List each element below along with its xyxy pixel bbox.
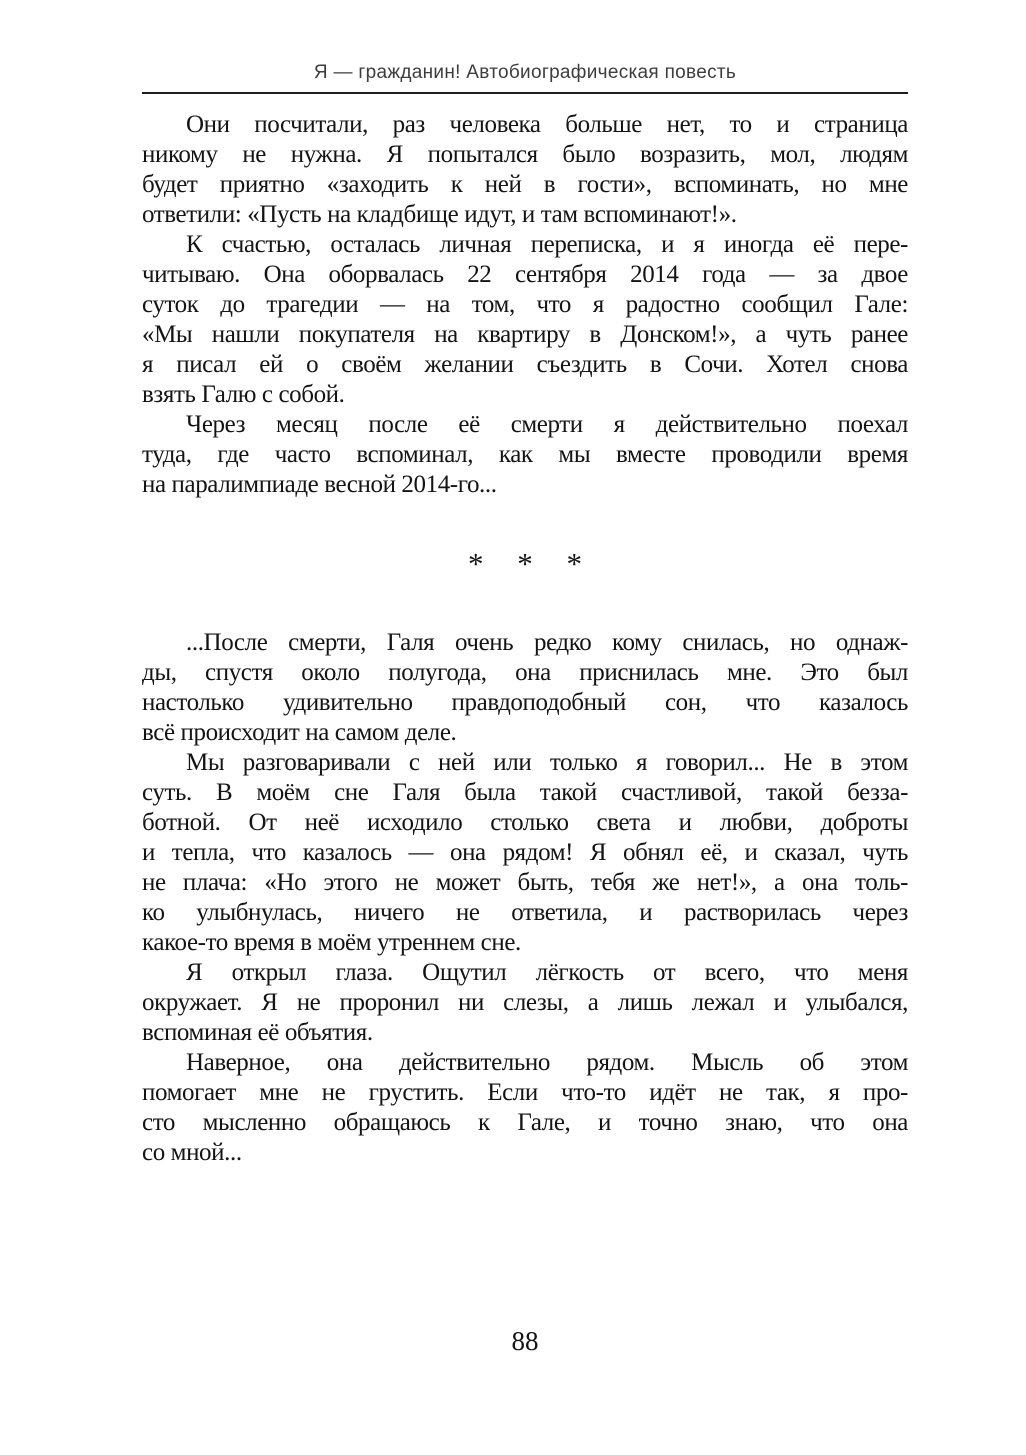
text-line: помогает мне не грустить. Если что-то идёт не так, я про- <box>142 1079 908 1106</box>
text-block <box>142 110 908 1168</box>
text-line: читываю. Она оборвалась 22 сентября 2014 года — за двое <box>142 261 908 288</box>
text-line: Они посчитали, раз человека больше нет, то и страница <box>186 111 908 138</box>
paragraph <box>142 958 908 1048</box>
text-line: какое-то время в моём утреннем сне. <box>142 929 521 956</box>
text-line: Мы разговаривали с ней или только я говорил... Не в этом <box>186 749 908 776</box>
text-line: сто мысленно обращаюсь к Гале, и точно знаю, что она <box>142 1109 908 1136</box>
text-line: окружает. Я не проронил ни слезы, а лишь лежал и улыбался, <box>142 989 908 1016</box>
text-line: ко улыбнулась, ничего не ответила, и растворилась через <box>142 899 908 926</box>
page-number: 88 <box>511 1326 539 1356</box>
asterisk-separator: * * * <box>468 546 582 581</box>
paragraph <box>142 628 908 748</box>
text-line: вспоминая её объятия. <box>142 1019 373 1046</box>
header-rule <box>142 92 908 94</box>
text-line: туда, где часто вспоминал, как мы вместе проводили время <box>142 441 908 468</box>
text-line: Через месяц после её смерти я действительно поехал <box>186 411 908 438</box>
text-line: Я открыл глаза. Ощутил лёгкость от всего, что меня <box>186 959 908 986</box>
text-line: не плача: «Но этого не может быть, тебя же нет!», а она толь- <box>142 869 908 896</box>
text-line: ботной. От неё исходило столько света и любви, доброты <box>142 809 908 836</box>
paragraph <box>142 410 908 500</box>
text-line: взять Галю с собой. <box>142 381 345 408</box>
text-line: К счастью, осталась личная переписка, и я иногда её пере- <box>186 231 908 258</box>
text-line: на паралимпиаде весной 2014-го... <box>142 471 497 498</box>
text-line: ды, спустя около полугода, она приснилась мне. Это был <box>142 659 908 686</box>
text-line: Наверное, она действительно рядом. Мысль об этом <box>186 1049 908 1076</box>
paragraph <box>142 230 908 410</box>
text-line: никому не нужна. Я попытался было возразить, мол, людям <box>142 141 908 168</box>
text-line: будет приятно «заходить к ней в гости», вспоминать, но мне <box>142 171 908 198</box>
text-line: суть. В моём сне Галя была такой счастливой, такой безза- <box>142 779 908 806</box>
text-line: всё происходит на самом деле. <box>142 719 457 746</box>
paragraph <box>142 110 908 230</box>
paragraph <box>142 748 908 958</box>
text-line: «Мы нашли покупателя на квартиру в Донском!», а чуть ранее <box>142 321 908 348</box>
text-line: я писал ей о своём желании съездить в Сочи. Хотел снова <box>142 351 908 378</box>
text-line: ...После смерти, Галя очень редко кому снилась, но однаж- <box>186 629 908 656</box>
section-separator <box>142 500 908 628</box>
running-header-title: Я — гражданин! Автобиографическая повесть <box>313 62 737 83</box>
text-line: ответили: «Пусть на кладбище идут, и там вспоминают!». <box>142 201 737 228</box>
text-line: и тепла, что казалось — она рядом! Я обнял её, и сказал, чуть <box>142 839 908 866</box>
text-line: со мной... <box>142 1139 242 1166</box>
text-line: суток до трагедии — на том, что я радостно сообщил Гале: <box>142 291 908 318</box>
text-line: настолько удивительно правдоподобный сон, что казалось <box>142 689 908 716</box>
paragraph <box>142 1048 908 1168</box>
